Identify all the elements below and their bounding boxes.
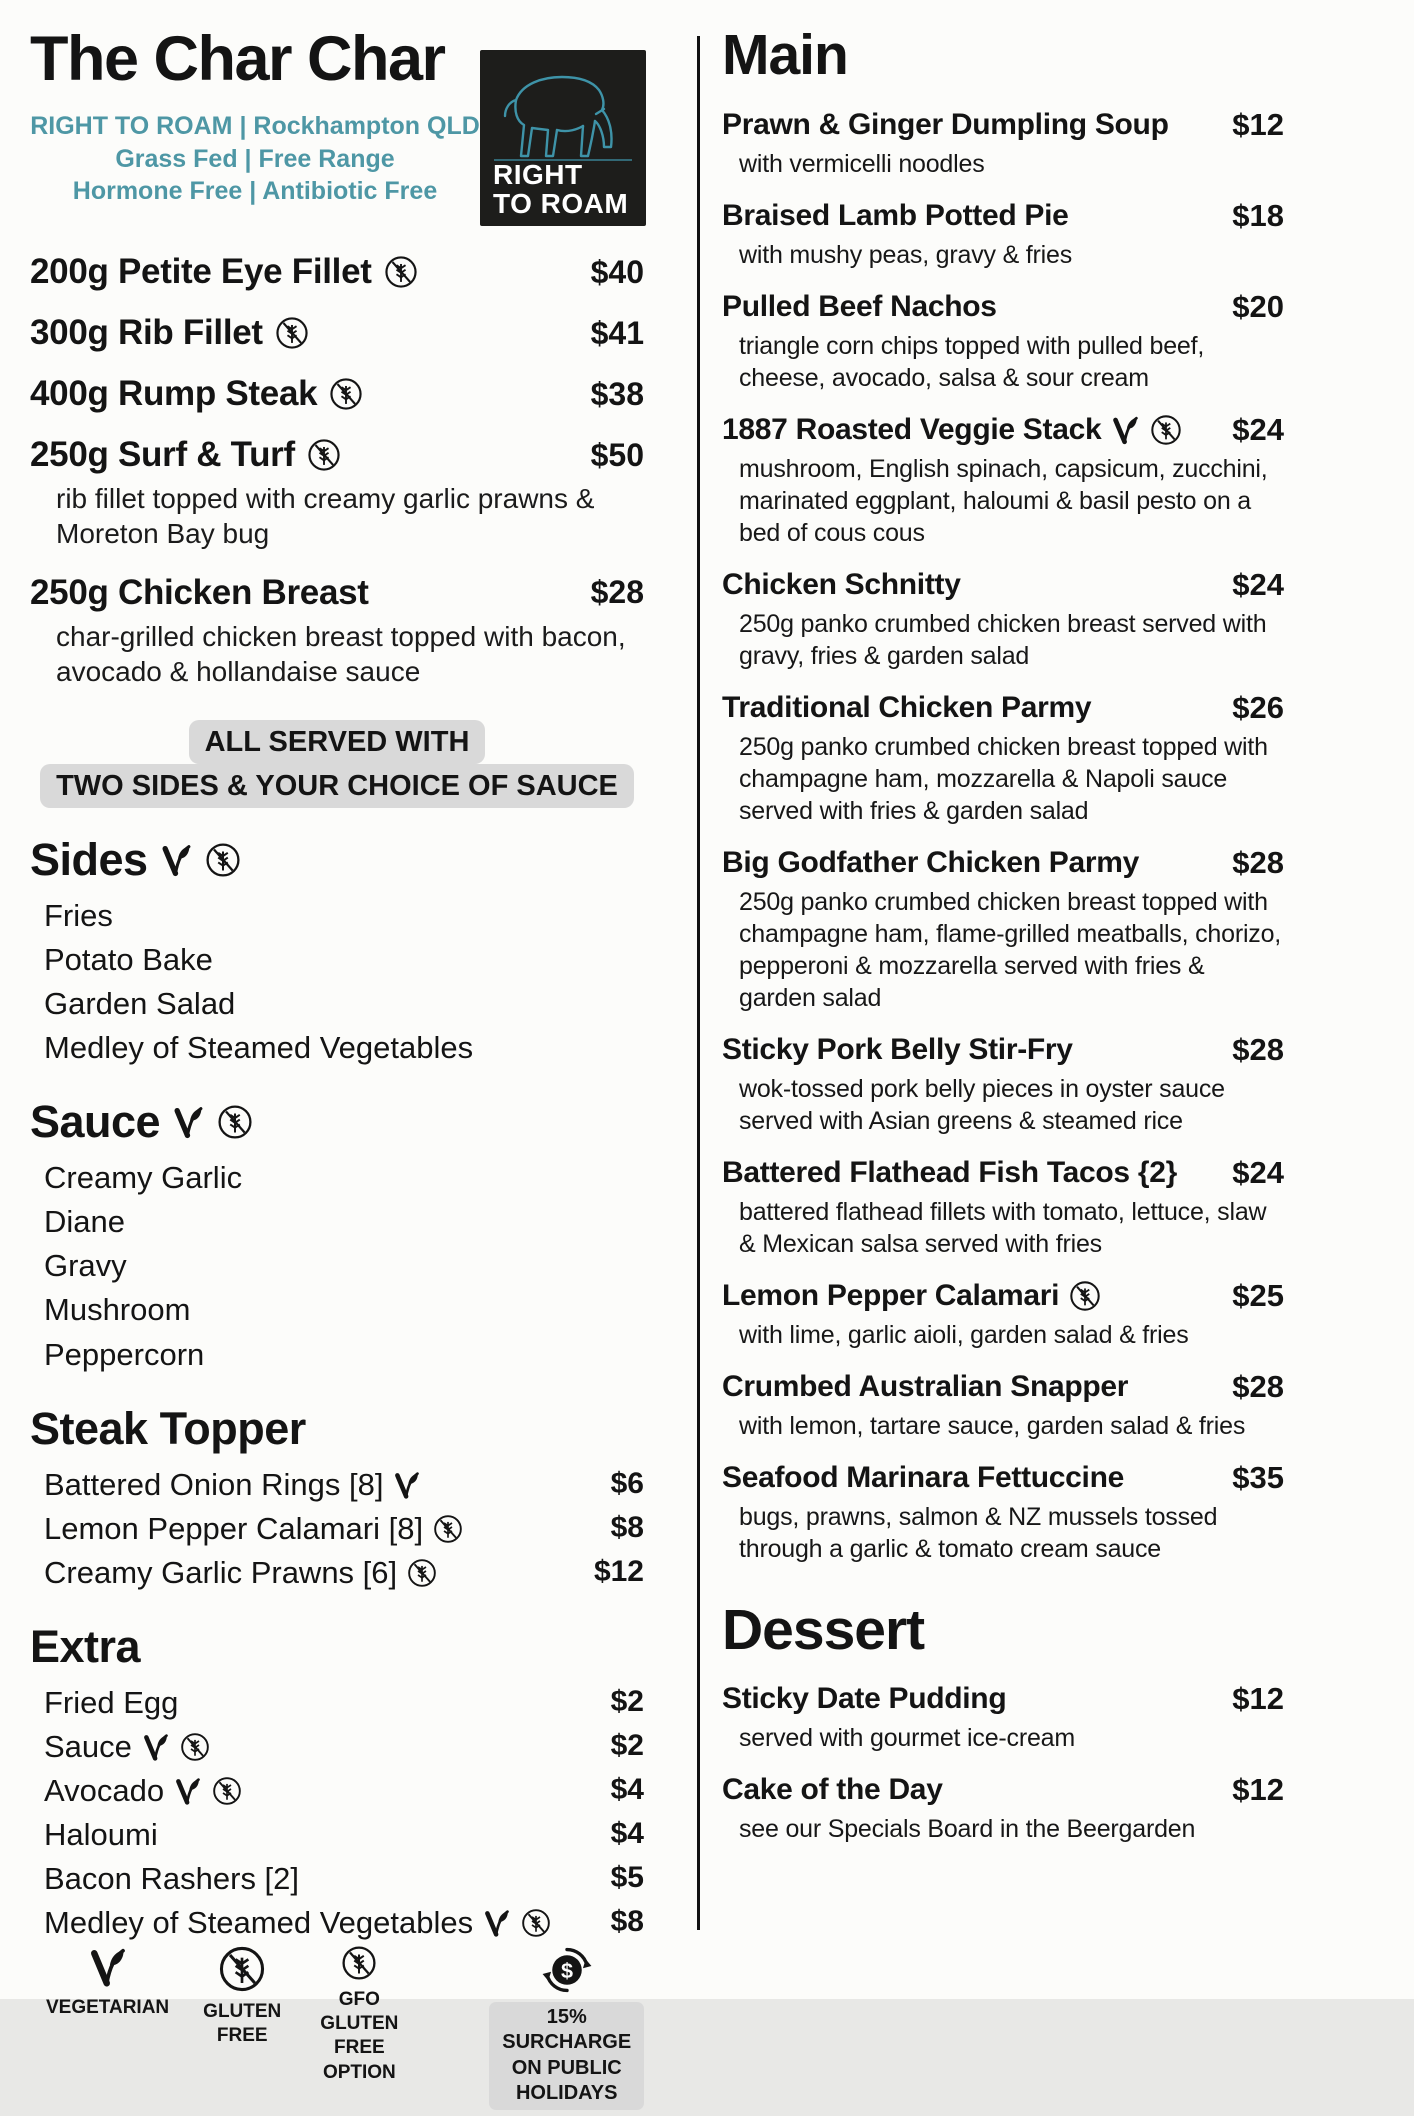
menu-item-row [30, 374, 644, 414]
vegetarian-icon [393, 1470, 421, 1500]
surcharge-icon [542, 1945, 592, 1995]
right-to-roam-logo [480, 50, 646, 226]
left-sections [30, 808, 644, 1944]
menu-item-row [722, 107, 1284, 143]
menu-item-row [30, 1507, 644, 1551]
list-item: Creamy Garlic [44, 1160, 243, 1196]
section-header [30, 1403, 644, 1455]
item-description: rib fillet topped with creamy garlic prawns & Moreton Bay bug [56, 483, 595, 550]
restaurant-title: The Char Char [30, 24, 445, 94]
menu-item-row [30, 573, 644, 613]
item-price: $4 [610, 1773, 644, 1807]
item-price: $6 [610, 1467, 644, 1501]
menu-header [30, 26, 644, 226]
menu-item [722, 107, 1284, 180]
item-name: Pulled Beef Nachos [722, 289, 997, 323]
logo-line: TO ROAM [493, 187, 629, 219]
menu-item [722, 412, 1284, 549]
item-description: mushroom, English spinach, capsicum, zucchini, marinated eggplant, haloumi & basil pesto on a bed of cous cous [739, 454, 1268, 547]
menu-item-row [722, 567, 1284, 603]
menu-item-row [722, 1772, 1284, 1808]
legend-item [46, 1945, 169, 2020]
item-price: $24 [1232, 566, 1284, 602]
list-item: Potato Bake [44, 942, 213, 978]
item-description: 250g panko crumbed chicken breast topped with champagne ham, flame-grilled meatballs, chorizo, pepperoni & mozzarella served with fries & garden salad [739, 887, 1282, 1012]
item-price: $24 [1232, 1154, 1284, 1190]
menu-item [722, 1278, 1284, 1351]
gluten-free-icon [1069, 1280, 1101, 1312]
section-title: Extra [30, 1620, 141, 1672]
item-name: Lemon Pepper Calamari [8] [44, 1510, 424, 1546]
item-description: bugs, prawns, salmon & NZ mussels tossed through a garlic & tomato cream sauce [739, 1502, 1218, 1563]
item-price: $35 [1232, 1459, 1284, 1495]
gluten-free-icon [217, 1104, 253, 1140]
menu-item-row [722, 1369, 1284, 1405]
banner-line: ALL SERVED WITH [189, 720, 486, 764]
gluten-free-icon [521, 1908, 551, 1938]
item-price: $50 [590, 436, 644, 473]
menu-item [722, 1155, 1284, 1260]
item-description: served with gourmet ice-cream [739, 1724, 1075, 1753]
item-description: with lime, garlic aioli, garden salad & fries [739, 1320, 1189, 1349]
menu-item-row [722, 1032, 1284, 1068]
list-item: Diane [44, 1204, 125, 1240]
menu-item-row [722, 1155, 1284, 1191]
list-item: Mushroom [44, 1292, 191, 1328]
item-price: $41 [590, 314, 644, 351]
gluten-free-icon [205, 842, 241, 878]
item-price: $2 [610, 1729, 644, 1763]
item-name: Chicken Schnitty [722, 567, 961, 601]
item-price: $2 [610, 1685, 644, 1719]
item-description: 250g panko crumbed chicken breast served with gravy, fries & garden salad [739, 609, 1267, 670]
menu-item-row [30, 435, 644, 475]
item-name: Lemon Pepper Calamari [722, 1278, 1060, 1312]
cow-line-art-icon [482, 52, 644, 164]
menu-item-row [30, 252, 644, 292]
legend-label: 15% SURCHARGE ON PUBLIC HOLIDAYS [489, 2002, 644, 2110]
item-name: Haloumi [44, 1816, 158, 1852]
menu-item [30, 313, 644, 353]
gluten-free-icon [1150, 414, 1182, 446]
item-price: $26 [1232, 689, 1284, 725]
menu-item [722, 1772, 1284, 1845]
item-description: see our Specials Board in the Beergarden [739, 1815, 1196, 1844]
vegetarian-icon [483, 1908, 511, 1938]
item-description: triangle corn chips topped with pulled beef, cheese, avocado, salsa & sour cream [739, 331, 1205, 392]
item-name: Sauce [44, 1728, 132, 1764]
vegetarian-icon [172, 1104, 205, 1140]
menu-item-row [30, 1813, 644, 1857]
item-price: $4 [610, 1817, 644, 1851]
gluten-free-icon [212, 1776, 242, 1806]
menu-item-row [722, 845, 1284, 881]
item-name: Sticky Pork Belly Stir-Fry [722, 1032, 1073, 1066]
item-price: $24 [1232, 411, 1284, 447]
legend-label: GFO GLUTEN FREE OPTION [320, 1988, 399, 2083]
menu-item-row [30, 1681, 644, 1725]
item-name: Avocado [44, 1772, 165, 1808]
menu-item-row [30, 1901, 644, 1945]
menu-item-row [722, 1460, 1284, 1496]
item-price: $12 [1232, 1772, 1284, 1808]
menu-item-row [722, 1681, 1284, 1717]
column-divider [697, 36, 700, 1930]
item-name: Braised Lamb Potted Pie [722, 198, 1069, 232]
section-header: Dessert [722, 1597, 925, 1662]
menu-item [722, 1369, 1284, 1442]
item-description: with mushy peas, gravy & fries [739, 240, 1073, 269]
item-price: $38 [590, 375, 644, 412]
menu-item-row [30, 1463, 644, 1507]
vegetarian-icon [88, 1945, 128, 1989]
banner-line: TWO SIDES & YOUR CHOICE OF SAUCE [40, 764, 634, 808]
item-price: $28 [1232, 844, 1284, 880]
item-name: Battered Onion Rings [8] [44, 1466, 384, 1502]
menu-item [722, 1032, 1284, 1137]
menu-item [30, 374, 644, 414]
item-name: Fried Egg [44, 1684, 179, 1720]
gluten-free-icon [329, 377, 363, 411]
item-price: $8 [610, 1905, 644, 1939]
menu-item [30, 573, 644, 690]
menu-item-row [30, 313, 644, 353]
legend-item [315, 1945, 403, 2085]
item-name: 400g Rump Steak [30, 374, 318, 413]
gluten-free-icon [433, 1514, 463, 1544]
menu-item-row [722, 289, 1284, 325]
title-block [30, 26, 480, 208]
item-price: $5 [610, 1861, 644, 1895]
tagline-line: Grass Fed | Free Range [115, 144, 395, 173]
gluten-free-icon [384, 255, 418, 289]
menu-item [722, 289, 1284, 394]
item-name: Cake of the Day [722, 1773, 943, 1807]
item-name: Prawn & Ginger Dumpling Soup [722, 107, 1169, 141]
menu-item [722, 690, 1284, 827]
list-item: Garden Salad [44, 986, 236, 1022]
item-name: 250g Chicken Breast [30, 572, 369, 612]
item-description: char-grilled chicken breast topped with bacon, avocado & hollandaise sauce [56, 620, 626, 687]
legend-item [489, 1945, 644, 2110]
item-name: Crumbed Australian Snapper [722, 1369, 1129, 1403]
dietary-legend [30, 1945, 644, 2116]
item-name: Seafood Marinara Fettuccine [722, 1460, 1124, 1494]
item-name: 1887 Roasted Veggie Stack [722, 412, 1102, 446]
section-title: Sauce [30, 1096, 161, 1148]
gluten-free-icon [307, 438, 341, 472]
menu-item-row [722, 198, 1284, 234]
menu-item-row [30, 1725, 644, 1769]
section-header: Main [722, 23, 848, 87]
section-header [30, 1096, 644, 1148]
item-price: $12 [1232, 106, 1284, 142]
item-price: $18 [1232, 197, 1284, 233]
gluten-free-icon [218, 1945, 266, 1993]
menu-item [722, 567, 1284, 672]
item-description: battered flathead fillets with tomato, lettuce, slaw & Mexican salsa served with fries [739, 1197, 1267, 1258]
tagline-line: Hormone Free | Antibiotic Free [72, 177, 438, 206]
item-price: $25 [1232, 1277, 1284, 1313]
item-name: Big Godfather Chicken Parmy [722, 845, 1139, 879]
item-name: 250g Surf & Turf [30, 435, 295, 474]
legend-label: VEGETARIAN [46, 1996, 170, 2018]
vegetarian-icon [160, 842, 193, 878]
supplier-tagline [30, 110, 480, 208]
logo-line: RIGHT [493, 158, 583, 190]
legend-item [203, 1945, 281, 2049]
menu-item-row [30, 1857, 644, 1901]
item-name: Traditional Chicken Parmy [722, 690, 1092, 724]
item-name: 300g Rib Fillet [30, 313, 263, 352]
list-item: Peppercorn [44, 1336, 205, 1372]
gluten-free-icon [180, 1732, 210, 1762]
steak-section [30, 252, 644, 710]
item-price: $28 [1232, 1031, 1284, 1067]
vegetarian-icon [142, 1732, 170, 1762]
item-description: 250g panko crumbed chicken breast topped with champagne ham, mozzarella & Napoli sauce served with fries & garden salad [739, 732, 1268, 825]
item-price: $28 [590, 574, 644, 611]
menu-item-row [722, 412, 1284, 448]
item-price: $8 [610, 1511, 644, 1545]
item-description: wok-tossed pork belly pieces in oyster sauce served with Asian greens & steamed rice [739, 1074, 1225, 1135]
item-price: $20 [1232, 288, 1284, 324]
vegetarian-icon [1111, 414, 1140, 446]
item-price: $12 [593, 1555, 644, 1589]
section-header [30, 834, 644, 886]
legend-label: GLUTEN FREE [203, 2000, 282, 2046]
menu-item [722, 198, 1284, 271]
menu-item [30, 435, 644, 552]
menu-right-column [722, 24, 1284, 1863]
list-item: Gravy [44, 1248, 127, 1284]
logo-wordmark [493, 160, 628, 218]
item-name: Bacon Rashers [2] [44, 1860, 300, 1896]
item-name: Medley of Steamed Vegetables [44, 1904, 474, 1940]
menu-item-row [722, 1278, 1284, 1314]
menu-item [30, 252, 644, 292]
gluten-free-icon [407, 1558, 437, 1588]
gluten-free-option-icon [341, 1945, 377, 1981]
menu-item-row [722, 690, 1284, 726]
menu-item [722, 845, 1284, 1014]
item-name: Battered Flathead Fish Tacos {2} [722, 1155, 1177, 1189]
tagline-line: RIGHT TO ROAM | Rockhampton QLD [30, 112, 480, 141]
item-description: with vermicelli noodles [739, 149, 985, 178]
menu-left-column [30, 24, 644, 2105]
menu-item [722, 1460, 1284, 1565]
item-price: $28 [1232, 1368, 1284, 1404]
menu-item-row [30, 1769, 644, 1813]
section-title: Sides [30, 834, 148, 886]
item-name: Sticky Date Pudding [722, 1682, 1007, 1716]
list-item: Medley of Steamed Vegetables [44, 1030, 474, 1066]
item-price: $12 [1232, 1681, 1284, 1717]
gluten-free-icon [275, 316, 309, 350]
item-name: 200g Petite Eye Fillet [30, 252, 372, 291]
served-with-banner [30, 720, 644, 808]
section-title: Steak Topper [30, 1402, 306, 1454]
menu-item [722, 1681, 1284, 1754]
section-header [30, 1621, 644, 1673]
item-price: $40 [590, 253, 644, 290]
vegetarian-icon [174, 1776, 202, 1806]
list-item: Fries [44, 898, 113, 934]
menu-item-row [30, 1551, 644, 1595]
svg-text:$: $ [560, 1957, 573, 1983]
item-description: with lemon, tartare sauce, garden salad & fries [739, 1411, 1246, 1440]
item-name: Creamy Garlic Prawns [6] [44, 1554, 398, 1590]
